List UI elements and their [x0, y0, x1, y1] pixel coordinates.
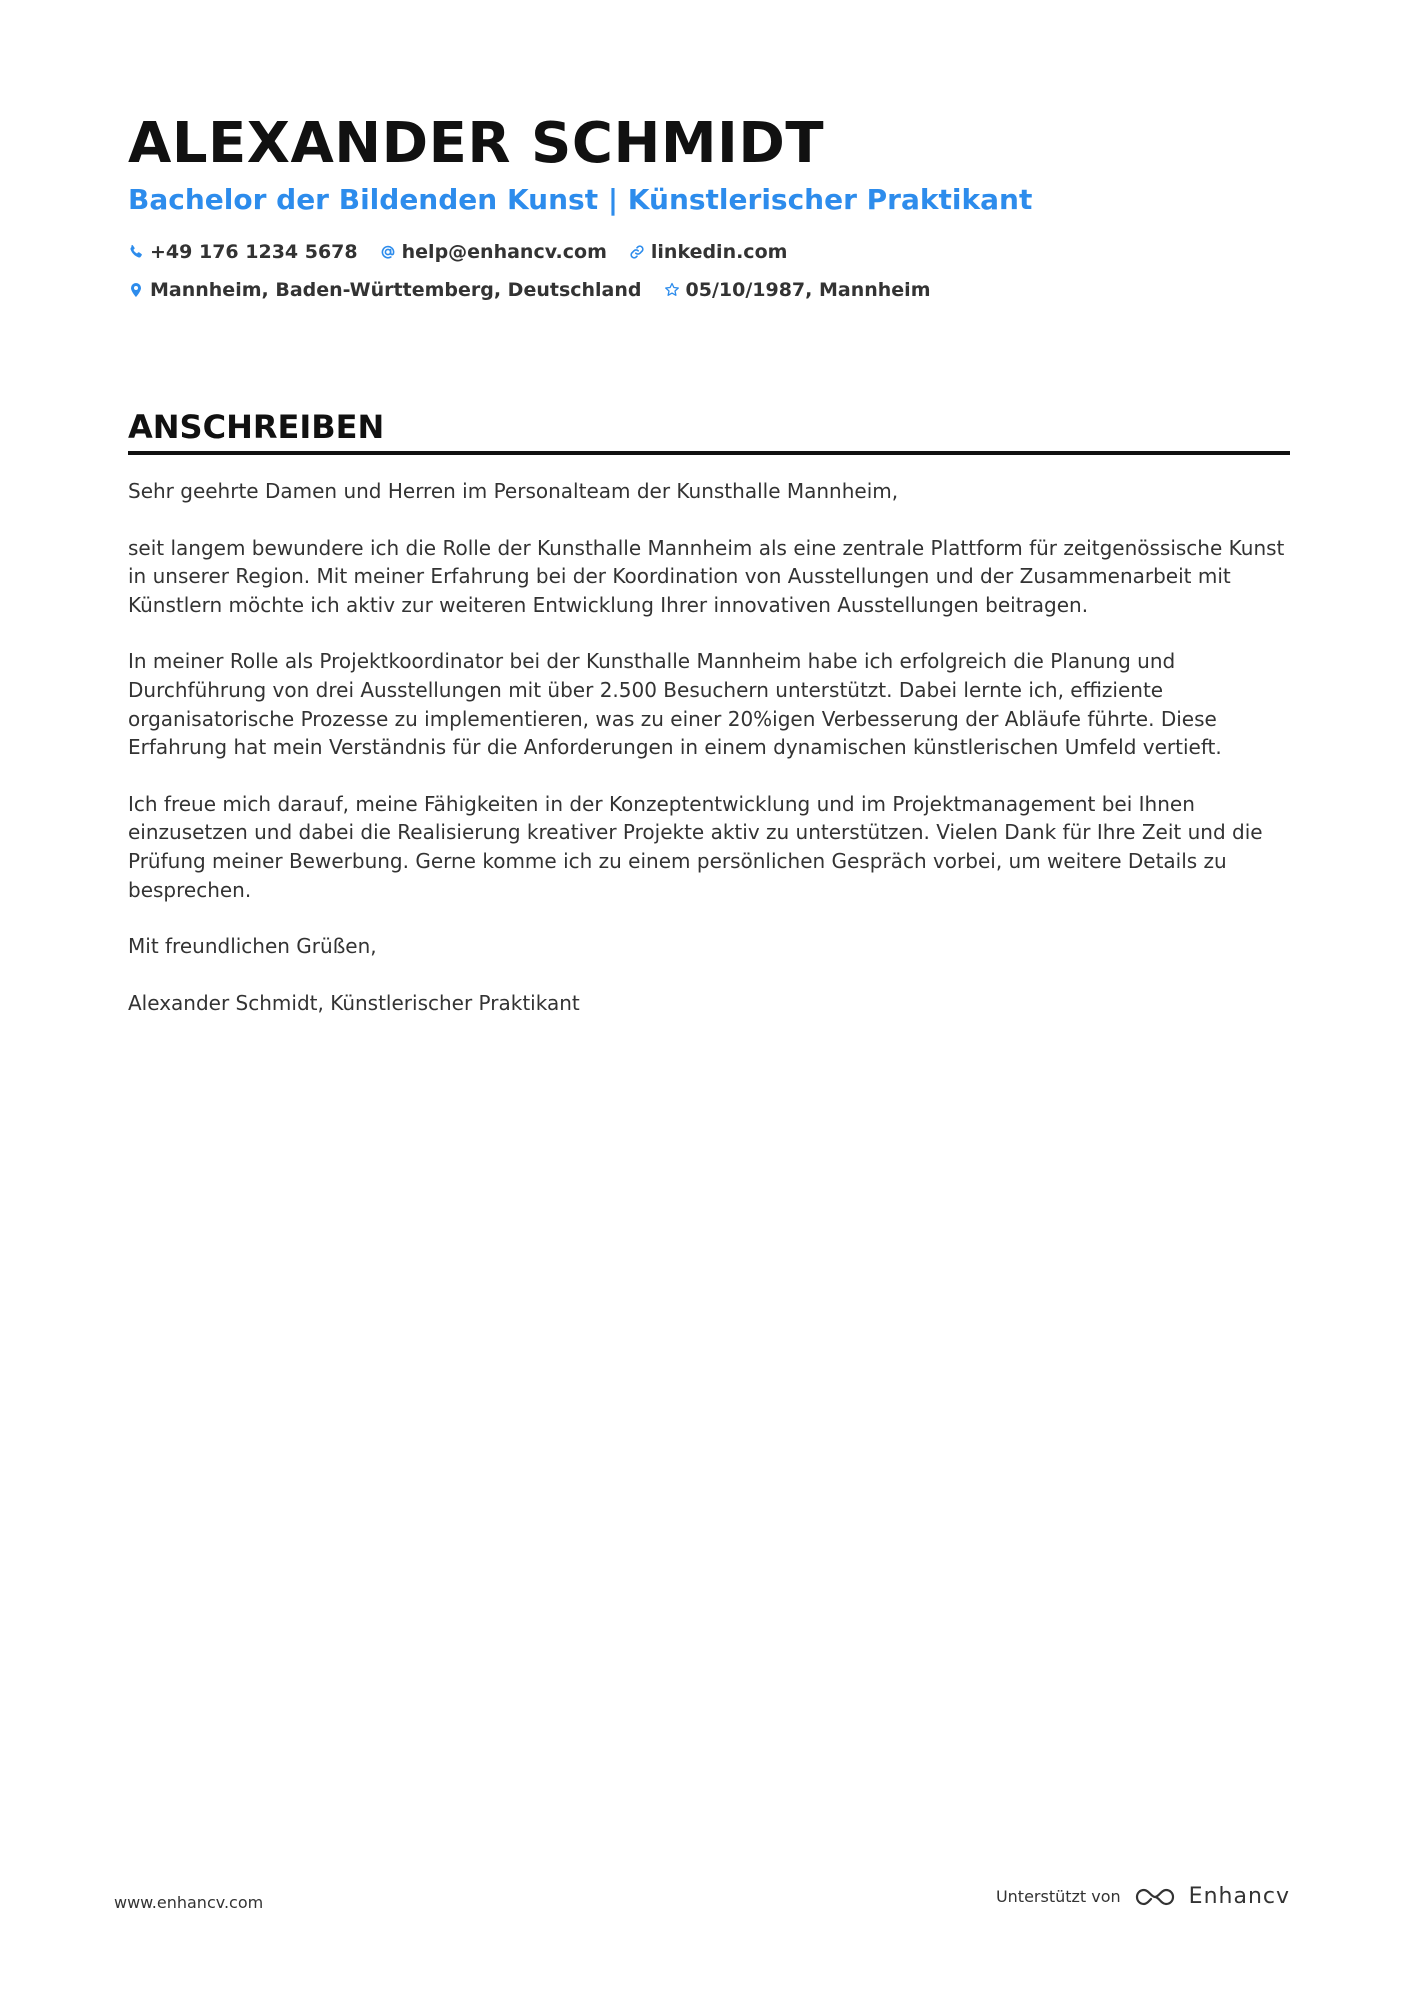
enhancv-wordmark: Enhancv: [1188, 1884, 1290, 1909]
star-icon: [664, 282, 680, 298]
link-icon: [629, 244, 645, 260]
linkedin-text: linkedin.com: [650, 241, 788, 263]
location-pin-icon: [128, 282, 144, 298]
contact-email: [380, 236, 607, 268]
candidate-title: Bachelor der Bildenden Kunst | Künstlerischer Praktikant: [128, 183, 1033, 216]
contact-list: [128, 236, 1278, 306]
at-icon: [380, 244, 396, 260]
phone-text: +49 176 1234 5678: [150, 241, 358, 263]
letter-paragraph-2: In meiner Rolle als Projektkoordinator bei der Kunsthalle Mannheim habe ich erfolgreich die Planung und Durchführung von drei Ausstellungen mit über 2.500 Besuchern unterstützt. Dabei lernte ich, effiziente organisatorische Prozesse zu implementieren, was zu einer 20%igen Verbesserung der Abläufe führte. Diese Erfahrung hat mein Verständnis für die Anforderungen in einem dynamischen künstlerischen Umfeld vertieft.: [128, 649, 1222, 760]
letter-body: [128, 477, 1290, 1017]
contact-location: [128, 274, 642, 306]
footer-branding: [996, 1884, 1290, 1909]
letter-signature: Alexander Schmidt, Künstlerischer Praktikant: [128, 990, 580, 1015]
section-divider: [128, 451, 1290, 455]
contact-linkedin: [629, 236, 788, 268]
cover-letter-section: [128, 405, 1290, 1045]
location-text: Mannheim, Baden-Württemberg, Deutschland: [150, 279, 642, 301]
footer-website[interactable]: www.enhancv.com: [114, 1893, 264, 1912]
letter-closing: Mit freundlichen Grüßen,: [128, 934, 377, 959]
contact-birth: [664, 274, 931, 306]
enhancv-logo-icon: [1133, 1885, 1177, 1909]
candidate-name: ALEXANDER SCHMIDT: [128, 111, 825, 176]
email-text: help@enhancv.com: [401, 241, 607, 263]
contact-phone: [128, 236, 358, 268]
birth-text: 05/10/1987, Mannheim: [685, 279, 931, 301]
letter-paragraph-3: Ich freue mich darauf, meine Fähigkeiten in der Konzeptentwicklung und im Projektmanagement bei Ihnen einzusetzen und dabei die Realisierung kreativer Projekte aktiv zu unterstützen. Vielen Dank für Ihre Zeit und die Prüfung meiner Bewerbung. Gerne komme ich zu einem persönlichen Gespräch vorbei, um weitere Details zu besprechen.: [128, 791, 1263, 902]
letter-salutation: Sehr geehrte Damen und Herren im Personalteam der Kunsthalle Mannheim,: [128, 479, 899, 503]
powered-by-label: Unterstützt von: [995, 1887, 1121, 1906]
phone-icon: [128, 244, 144, 260]
letter-paragraph-1: seit langem bewundere ich die Rolle der Kunsthalle Mannheim als eine zentrale Plattform für zeitgenössische Kunst in unserer Region. Mit meiner Erfahrung bei der Koordination von Ausstellungen und der Zusammenarbeit mit Künstlern möchte ich aktiv zur weiteren Entwicklung Ihrer innovativen Ausstellungen beitragen.: [128, 535, 1285, 617]
header: [128, 110, 1288, 306]
section-title: ANSCHREIBEN: [128, 408, 385, 446]
